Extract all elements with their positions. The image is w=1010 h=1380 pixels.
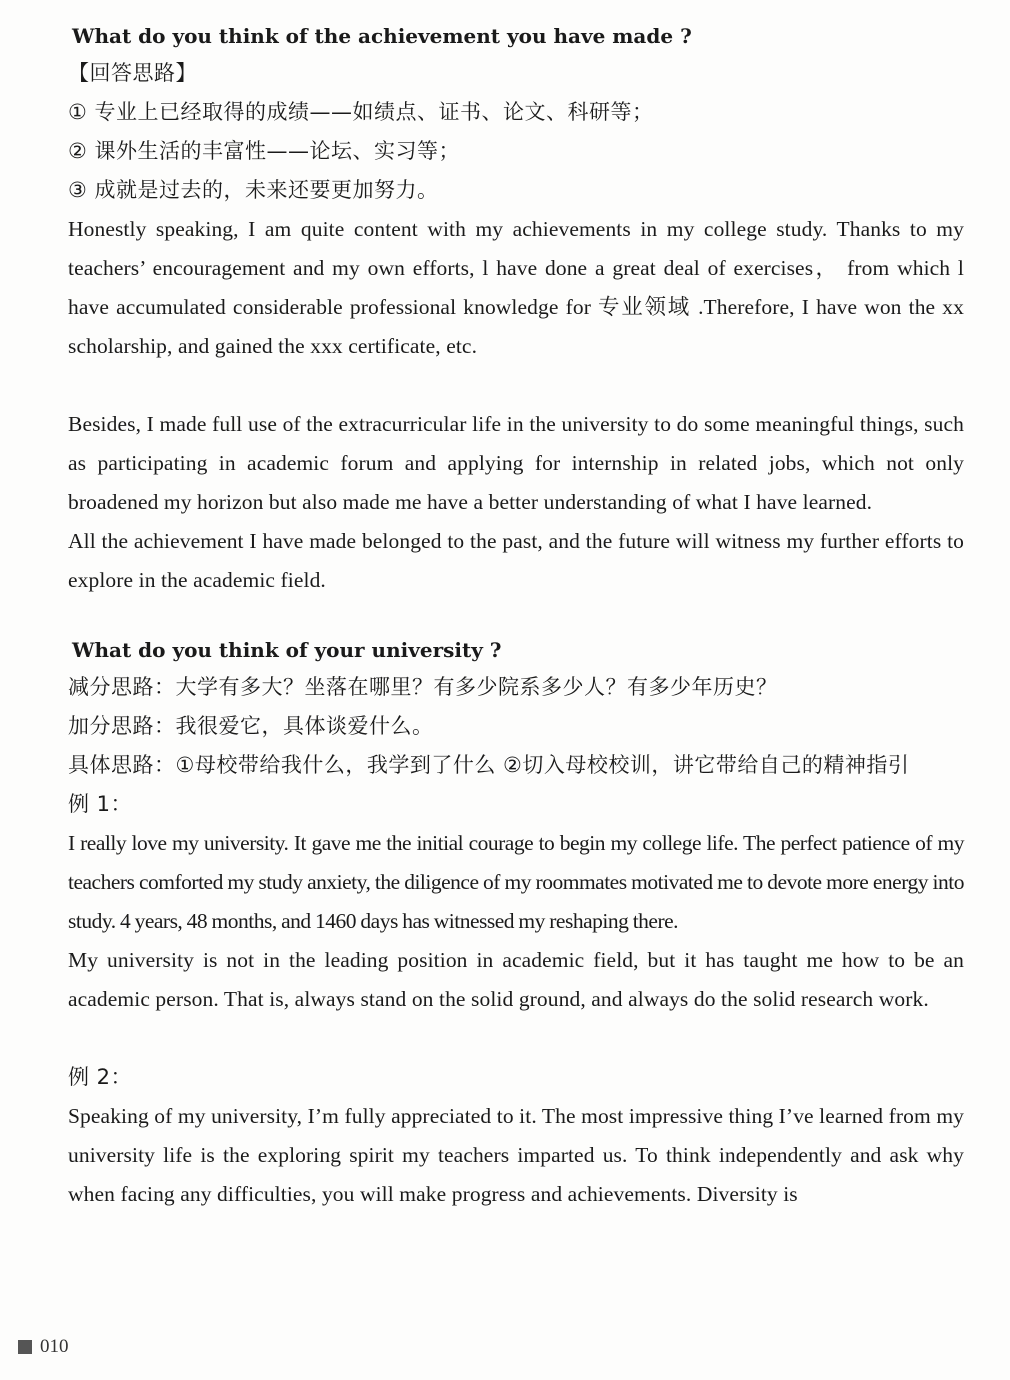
achievement-paragraph-3: All the achievement I have made belonged to the past, and the future will witness my further efforts to explore in the academic field.	[68, 529, 964, 592]
example-1-paragraph-2: My university is not in the leading position in academic field, but it has taught me how to be an academic person. That is, always stand on the solid ground, and always do the solid research work.	[68, 948, 964, 1011]
example-1-paragraph-1: I really love my university. It gave me the initial courage to begin my college life. The perfect patience of my teachers comforted my study anxiety, the diligence of my roommates motivated me to devote more energy into study. 4 years, 48 months, and 1460 days has witnessed my reshaping there.	[68, 831, 964, 933]
example-2-paragraph-1: Speaking of my university, I’m fully appreciated to it. The most impressive thing I’ve learned from my university life is the exploring spirit my teachers imparted us. To think independently and ask why when facing any difficulties, you will make progress and achievements. Diversity is	[68, 1104, 964, 1206]
achievement-paragraph-1: Honestly speaking, I am quite content with my achievements in my college study. Thanks to my teachers’ encouragement and my own efforts, l have done a great deal of exercises， from which l have accumulated considerable professional knowledge for 专业领域 .Therefore, I have won the xx scholarship, and gained the xxx certificate, etc.	[68, 217, 964, 358]
page-number: 010	[40, 1336, 69, 1357]
page-footer	[18, 1336, 69, 1358]
example-1-label: 例 1：	[68, 792, 133, 816]
document-page	[68, 18, 964, 1214]
question-title-achievement: What do you think of the achievement you have made ?	[72, 24, 692, 48]
answer-point-3: ③ 成就是过去的，未来还要更加努力。	[68, 178, 439, 202]
hint-plus: 加分思路：我很爱它，具体谈爱什么。	[68, 714, 434, 738]
achievement-paragraph-2: Besides, I made full use of the extracurricular life in the university to do some meaningful things, such as participating in academic forum and applying for internship in related jobs, which not only broadened my horizon but also made me have a better understanding of what I have learned.	[68, 412, 964, 514]
hint-minus: 减分思路：大学有多大？坐落在哪里？有多少院系多少人？有多少年历史？	[68, 675, 778, 699]
answer-point-1: ① 专业上已经取得的成绩——如绩点、证书、论文、科研等；	[68, 100, 654, 124]
example-2-label: 例 2：	[68, 1065, 133, 1089]
hint-specific: 具体思路：①母校带给我什么，我学到了什么 ②切入母校校训，讲它带给自己的精神指引	[68, 753, 910, 777]
answer-point-2: ② 课外生活的丰富性——论坛、实习等；	[68, 139, 461, 163]
answer-approach-heading: 【回答思路】	[68, 61, 197, 85]
question-title-university: What do you think of your university ?	[72, 638, 502, 662]
square-bullet-icon	[18, 1340, 32, 1354]
